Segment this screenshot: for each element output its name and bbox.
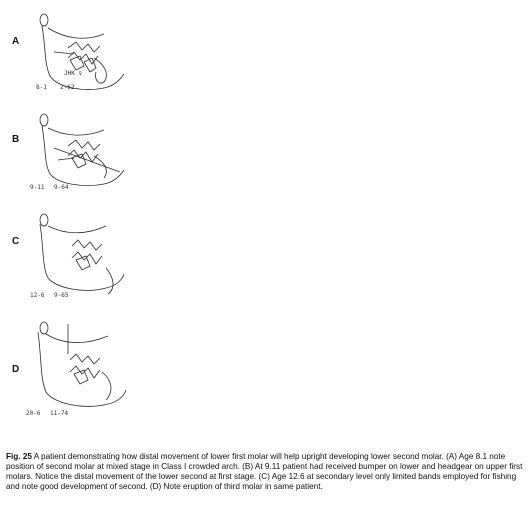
panel-letter: A xyxy=(12,36,20,47)
mandible-tracing-d xyxy=(24,314,134,424)
panel-d xyxy=(0,314,240,424)
date-note: 9-64 xyxy=(54,184,69,191)
panel-letter: B xyxy=(12,134,20,145)
age-note: 20-6 xyxy=(26,410,41,417)
panel-a xyxy=(0,8,240,104)
age-note: 12-6 xyxy=(30,292,45,299)
panel-b xyxy=(0,108,240,204)
figure-caption xyxy=(6,452,528,492)
caption-text: A patient demonstrating how distal movement of lower first molar will help upright developing lower second molar. (A) Age 8.1 note position of second molar at mixed stage in Class I crowded arch. (B) At 9.11 patient had received bumper on lower and headgear on upper first molars. Notice the distal movement of the lower second at first stage. (C) Age 12.6 at secondary level only limited bands employed for fishing and note good development of second. (D) Note eruption of third molar in same patient. xyxy=(6,452,523,491)
patient-note: JHK ♀ xyxy=(64,70,83,77)
panel-letter: C xyxy=(12,236,20,247)
date-note: 2-62 xyxy=(60,84,75,91)
panel-letter: D xyxy=(12,364,20,375)
age-note: 9-11 xyxy=(30,184,45,191)
date-note: 11-74 xyxy=(50,410,69,417)
panel-c xyxy=(0,208,240,308)
figure-label: Fig. 25 xyxy=(6,452,32,461)
date-note: 9-65 xyxy=(54,292,69,299)
age-note: 8-1 xyxy=(36,84,47,91)
